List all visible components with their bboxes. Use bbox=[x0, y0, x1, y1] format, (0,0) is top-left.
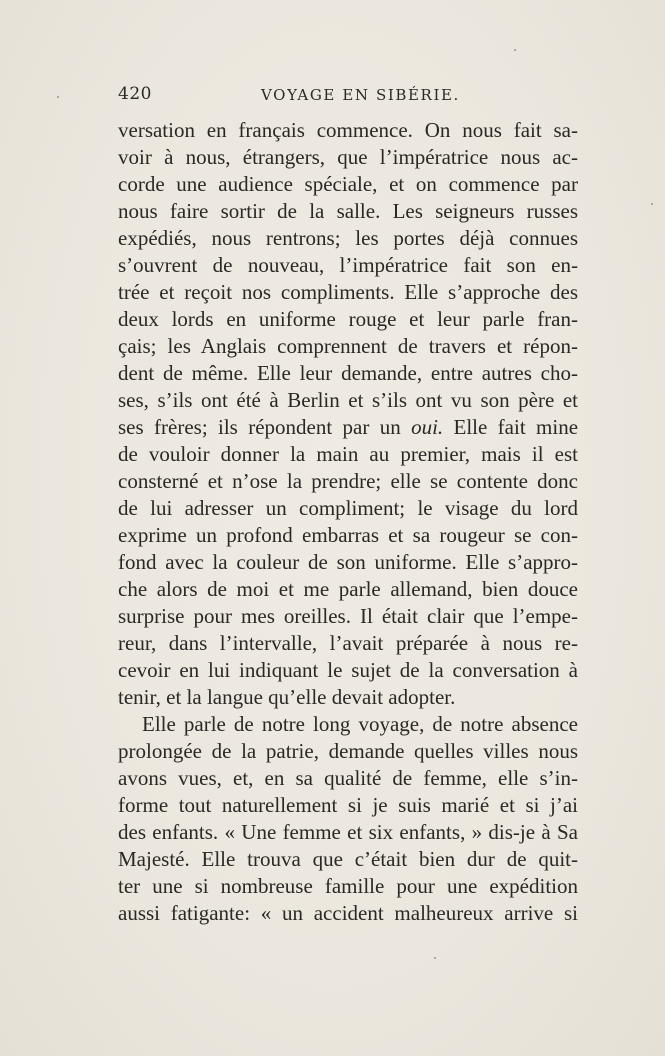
page-number: 420 bbox=[118, 84, 152, 104]
text-line: s’ouvrent de nouveau, l’impératrice fait son en- bbox=[118, 253, 578, 277]
text-line: çais; les Anglais comprennent de travers et répon- bbox=[118, 334, 578, 358]
paper-speck bbox=[651, 203, 653, 205]
text-line: exprime un profond embarras et sa rougeur se con- bbox=[118, 523, 578, 547]
text-line: voir à nous, étrangers, que l’impératrice nous ac- bbox=[118, 145, 578, 169]
text-span: Elle fait mine bbox=[453, 415, 579, 439]
text-line: cevoir en lui indiquant le sujet de la conversation à bbox=[118, 658, 578, 682]
text-line: expédiés, nous rentrons; les portes déjà connues bbox=[118, 226, 578, 250]
text-line: ter une si nombreuse famille pour une expédition bbox=[118, 874, 578, 898]
paper-speck bbox=[514, 49, 516, 51]
italic-word: oui. bbox=[411, 415, 444, 439]
text-line: de vouloir donner la main au premier, mais il est bbox=[118, 442, 578, 466]
page-header bbox=[118, 84, 578, 108]
paper-speck bbox=[57, 96, 59, 98]
text-line: deux lords en uniforme rouge et leur parle fran- bbox=[118, 307, 578, 331]
text-line: des enfants. « Une femme et six enfants, » dis-je à Sa bbox=[118, 820, 578, 844]
running-title: VOYAGE EN SIBÉRIE. bbox=[261, 86, 460, 104]
text-line: nous faire sortir de la salle. Les seigneurs russes bbox=[118, 199, 578, 223]
text-line-with-italic bbox=[118, 414, 578, 441]
text-line: surprise pour mes oreilles. Il était clair que l’empe- bbox=[118, 604, 578, 628]
text-line: versation en français commence. On nous fait sa- bbox=[118, 118, 578, 142]
text-line: de lui adresser un compliment; le visage du lord bbox=[118, 496, 578, 520]
text-span: ses frères; ils répondent par un bbox=[118, 415, 401, 439]
paper-speck bbox=[434, 957, 436, 959]
paragraph bbox=[118, 711, 578, 927]
text-line: Majesté. Elle trouva que c’était bien dur de quit- bbox=[118, 847, 578, 871]
text-line: reur, dans l’intervalle, l’avait préparée à nous re- bbox=[118, 631, 578, 655]
text-line: Elle parle de notre long voyage, de notre absence bbox=[142, 712, 578, 736]
text-line: corde une audience spéciale, et on commence par bbox=[118, 172, 578, 196]
text-line: ses, s’ils ont été à Berlin et s’ils ont vu son père et bbox=[118, 388, 578, 412]
text-line: fond avec la couleur de son uniforme. Elle s’appro- bbox=[118, 550, 578, 574]
text-line: trée et reçoit nos compliments. Elle s’approche des bbox=[118, 280, 578, 304]
text-line: prolongée de la patrie, demande quelles villes nous bbox=[118, 739, 578, 763]
body-text bbox=[118, 117, 578, 927]
text-line: forme tout naturellement si je suis marié et si j’ai bbox=[118, 793, 578, 817]
text-line: aussi fatigante: « un accident malheureux arrive si bbox=[118, 901, 578, 925]
text-line: tenir, et la langue qu’elle devait adopter. bbox=[118, 685, 456, 709]
text-line: avons vues, et, en sa qualité de femme, elle s’in- bbox=[118, 766, 578, 790]
text-line: che alors de moi et me parle allemand, bien douce bbox=[118, 577, 578, 601]
text-line: consterné et n’ose la prendre; elle se contente donc bbox=[118, 469, 578, 493]
paragraph bbox=[118, 117, 578, 711]
text-line: dent de même. Elle leur demande, entre autres cho- bbox=[118, 361, 578, 385]
